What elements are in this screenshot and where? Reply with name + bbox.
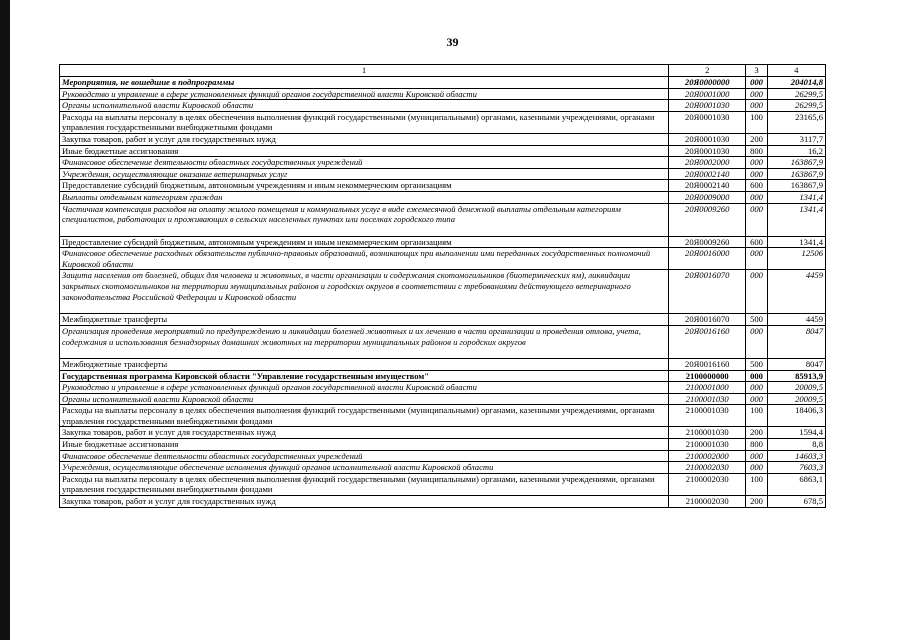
row-expense-type-cell: 000 [746, 88, 767, 100]
row-code-cell: 20Я0001030 [668, 111, 746, 133]
row-code-cell: 2100001000 [668, 382, 746, 394]
row-sum-cell: 23165,6 [767, 111, 825, 133]
row-name-cell: Финансовое обеспечение деятельности областных государственных учреждений [60, 157, 669, 169]
row-expense-type-cell: 800 [746, 439, 767, 451]
row-name-cell: Иные бюджетные ассигнования [60, 145, 669, 157]
row-code-cell: 20Я0016160 [668, 358, 746, 370]
row-code-cell: 20Я0016000 [668, 248, 746, 270]
row-sum-cell: 163867,9 [767, 157, 825, 169]
page-number: 39 [446, 35, 459, 49]
table-row [60, 145, 826, 157]
row-expense-type-cell: 000 [746, 248, 767, 270]
row-expense-type-cell: 200 [746, 496, 767, 508]
header-col-code: 2 [668, 65, 746, 77]
row-code-cell: 2100002030 [668, 462, 746, 474]
row-name-cell: Иные бюджетные ассигнования [60, 439, 669, 451]
row-name-cell: Финансовое обеспечение расходных обязательств публично-правовых образований, возникающих при выполнении ими переданных государственных полномочий Кировской области [60, 248, 669, 270]
row-name-cell: Закупка товаров, работ и услуг для государственных нужд [60, 133, 669, 145]
row-expense-type-cell: 000 [746, 168, 767, 180]
row-sum-cell: 26299,5 [767, 100, 825, 112]
row-expense-type-cell: 000 [746, 450, 767, 462]
row-sum-cell: 20009,5 [767, 393, 825, 405]
row-expense-type-cell: 000 [746, 382, 767, 394]
row-expense-type-cell: 000 [746, 157, 767, 169]
table-row [60, 133, 826, 145]
row-name-cell: Мероприятия, не вошедшие в подпрограммы [60, 77, 669, 89]
table-row [60, 77, 826, 89]
row-name-cell: Закупка товаров, работ и услуг для государственных нужд [60, 427, 669, 439]
row-code-cell: 20Я0001030 [668, 145, 746, 157]
row-name-cell: Руководство и управление в сфере установленных функций органов государственной власти Кировской области [60, 382, 669, 394]
table-row [60, 248, 826, 270]
row-expense-type-cell: 000 [746, 270, 767, 314]
row-sum-cell: 1341,4 [767, 236, 825, 248]
row-name-cell: Органы исполнительной власти Кировской области [60, 100, 669, 112]
table-row [60, 180, 826, 192]
row-code-cell: 2100002030 [668, 496, 746, 508]
row-code-cell: 20Я0009260 [668, 236, 746, 248]
row-sum-cell: 20009,5 [767, 382, 825, 394]
row-expense-type-cell: 000 [746, 393, 767, 405]
table-row [60, 111, 826, 133]
row-expense-type-cell: 000 [746, 325, 767, 358]
row-sum-cell: 1594,4 [767, 427, 825, 439]
table-row [60, 450, 826, 462]
row-code-cell: 20Я0009260 [668, 203, 746, 236]
row-name-cell: Расходы на выплаты персоналу в целях обеспечения выполнения функций государственными (муниципальными) органами, казенными учреждениями, органами управления государственными внебюджетными фондами [60, 405, 669, 427]
table-row [60, 439, 826, 451]
row-name-cell: Частичная компенсация расходов на оплату жилого помещения и коммунальных услуг в виде ежемесячной денежной выплаты отдельным категориям специалистов, работающих и проживающих в сельских населенных пунктах или поселках городского типа [60, 203, 669, 236]
row-expense-type-cell: 200 [746, 133, 767, 145]
row-expense-type-cell: 200 [746, 427, 767, 439]
table-body [60, 77, 826, 508]
row-code-cell: 20Я0001030 [668, 100, 746, 112]
row-name-cell: Организация проведения мероприятий по предупреждению и ликвидации болезней животных и их лечению в части организации и проведения отлова, учета, содержания и использования безнадзорных домашних животных на территории муниципальных районов и городских округов [60, 325, 669, 358]
row-expense-type-cell: 100 [746, 405, 767, 427]
table-row [60, 325, 826, 358]
table-row [60, 405, 826, 427]
row-expense-type-cell: 100 [746, 111, 767, 133]
row-sum-cell: 14603,3 [767, 450, 825, 462]
row-sum-cell: 8,8 [767, 439, 825, 451]
row-sum-cell: 678,5 [767, 496, 825, 508]
row-name-cell: Расходы на выплаты персоналу в целях обеспечения выполнения функций государственными (муниципальными) органами, казенными учреждениями, органами управления государственными внебюджетными фондами [60, 473, 669, 495]
row-code-cell: 20Я0016070 [668, 270, 746, 314]
row-sum-cell: 8047 [767, 325, 825, 358]
row-expense-type-cell: 100 [746, 473, 767, 495]
header-col-sum: 4 [767, 65, 825, 77]
row-expense-type-cell: 000 [746, 462, 767, 474]
row-sum-cell: 7603,3 [767, 462, 825, 474]
row-code-cell: 20Я0009000 [668, 191, 746, 203]
row-code-cell: 20Я0002140 [668, 180, 746, 192]
row-code-cell: 20Я0016070 [668, 314, 746, 326]
row-code-cell: 2100002030 [668, 473, 746, 495]
row-name-cell: Предоставление субсидий бюджетным, автономным учреждениям и иным некоммерческим организациям [60, 236, 669, 248]
row-expense-type-cell: 000 [746, 77, 767, 89]
scan-edge-bar [0, 0, 10, 640]
row-name-cell: Межбюджетные трансферты [60, 314, 669, 326]
row-code-cell: 2100001030 [668, 427, 746, 439]
row-name-cell: Защита населения от болезней, общих для человека и животных, в части организации и содержания скотомогильников (биотермических ям), ликвидации закрытых скотомогильников на территории муниципальных районов и городских округов в соответствии с требованиями действующего ветеринарного законодательства Российской Федерации и Кировской области [60, 270, 669, 314]
row-sum-cell: 4459 [767, 270, 825, 314]
row-code-cell: 20Я0016160 [668, 325, 746, 358]
row-code-cell: 2100001030 [668, 405, 746, 427]
row-name-cell: Финансовое обеспечение деятельности областных государственных учреждений [60, 450, 669, 462]
row-name-cell: Руководство и управление в сфере установленных функций органов государственной власти Кировской области [60, 88, 669, 100]
row-sum-cell: 163867,9 [767, 180, 825, 192]
table-row [60, 88, 826, 100]
row-name-cell: Расходы на выплаты персоналу в целях обеспечения выполнения функций государственными (муниципальными) органами, казенными учреждениями, органами управления государственными внебюджетными фондами [60, 111, 669, 133]
table-row [60, 100, 826, 112]
table-row [60, 358, 826, 370]
table-row [60, 382, 826, 394]
row-expense-type-cell: 800 [746, 145, 767, 157]
row-code-cell: 20Я0000000 [668, 77, 746, 89]
row-sum-cell: 18406,3 [767, 405, 825, 427]
row-sum-cell: 4459 [767, 314, 825, 326]
table-row [60, 314, 826, 326]
row-sum-cell: 12506 [767, 248, 825, 270]
row-sum-cell: 204014,8 [767, 77, 825, 89]
row-name-cell: Органы исполнительной власти Кировской области [60, 393, 669, 405]
row-name-cell: Межбюджетные трансферты [60, 358, 669, 370]
row-code-cell: 2100001030 [668, 393, 746, 405]
row-sum-cell: 6863,1 [767, 473, 825, 495]
table-row [60, 203, 826, 236]
row-code-cell: 2100000000 [668, 370, 746, 382]
row-code-cell: 20Я0002140 [668, 168, 746, 180]
table-row [60, 236, 826, 248]
row-expense-type-cell: 000 [746, 100, 767, 112]
row-name-cell: Учреждения, осуществляющие обеспечение исполнения функций органов исполнительной власти Кировской области [60, 462, 669, 474]
row-sum-cell: 3117,7 [767, 133, 825, 145]
row-expense-type-cell: 000 [746, 370, 767, 382]
row-sum-cell: 26299,5 [767, 88, 825, 100]
table-row [60, 427, 826, 439]
row-expense-type-cell: 000 [746, 203, 767, 236]
table-header-row [60, 65, 826, 77]
row-sum-cell: 8047 [767, 358, 825, 370]
table-row [60, 393, 826, 405]
row-name-cell: Государственная программа Кировской области "Управление государственным имуществом" [60, 370, 669, 382]
row-code-cell: 2100001030 [668, 439, 746, 451]
row-code-cell: 20Я0001030 [668, 133, 746, 145]
row-expense-type-cell: 000 [746, 191, 767, 203]
row-name-cell: Предоставление субсидий бюджетным, автономным учреждениям и иным некоммерческим организациям [60, 180, 669, 192]
row-code-cell: 20Я0002000 [668, 157, 746, 169]
row-sum-cell: 16,2 [767, 145, 825, 157]
table-row [60, 191, 826, 203]
table-row [60, 462, 826, 474]
table-row [60, 270, 826, 314]
row-sum-cell: 1341,4 [767, 191, 825, 203]
row-expense-type-cell: 600 [746, 180, 767, 192]
table-row [60, 370, 826, 382]
row-code-cell: 20Я0001000 [668, 88, 746, 100]
row-sum-cell: 85913,9 [767, 370, 825, 382]
row-code-cell: 2100002000 [668, 450, 746, 462]
row-sum-cell: 163867,9 [767, 168, 825, 180]
table-row [60, 473, 826, 495]
header-col-expense-type: 3 [746, 65, 767, 77]
budget-table [59, 64, 826, 508]
row-name-cell: Учреждения, осуществляющие оказание ветеринарных услуг [60, 168, 669, 180]
table-row [60, 168, 826, 180]
table-row [60, 496, 826, 508]
row-sum-cell: 1341,4 [767, 203, 825, 236]
row-name-cell: Закупка товаров, работ и услуг для государственных нужд [60, 496, 669, 508]
row-name-cell: Выплаты отдельным категориям граждан [60, 191, 669, 203]
row-expense-type-cell: 500 [746, 314, 767, 326]
header-col-name: 1 [60, 65, 669, 77]
row-expense-type-cell: 600 [746, 236, 767, 248]
row-expense-type-cell: 500 [746, 358, 767, 370]
table-row [60, 157, 826, 169]
